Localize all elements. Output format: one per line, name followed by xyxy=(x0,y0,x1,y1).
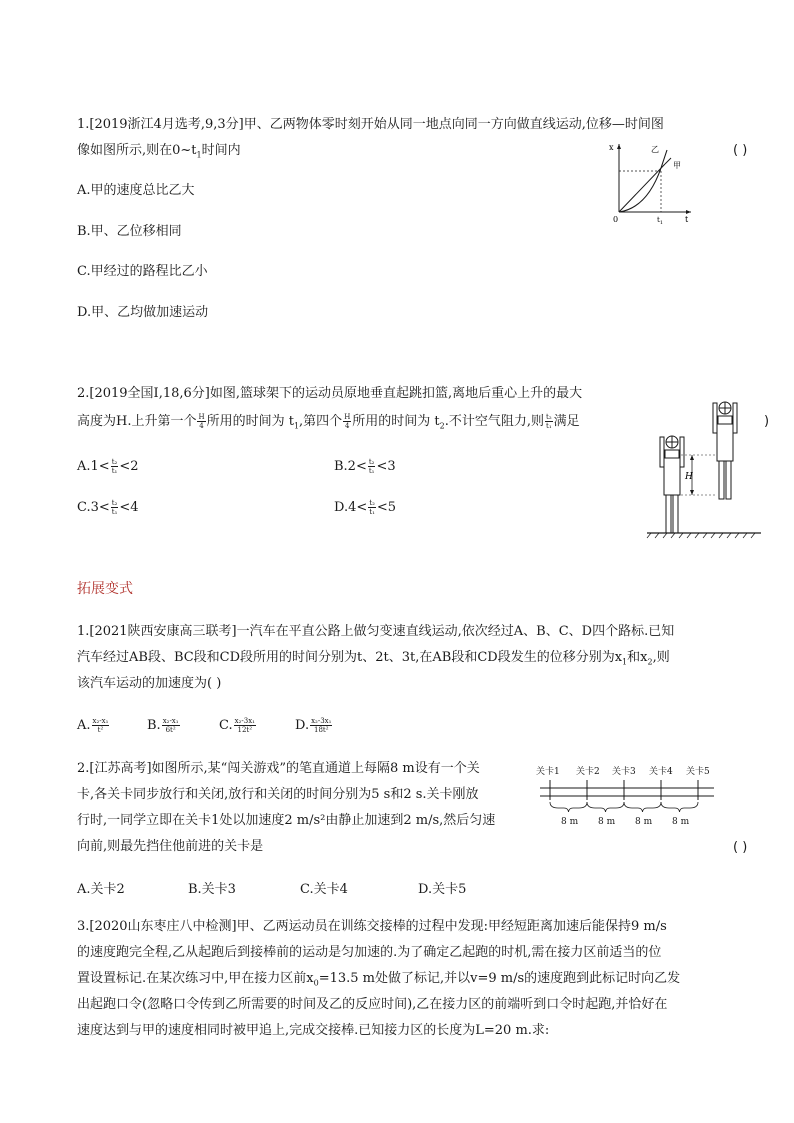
t-axis-label: t xyxy=(685,215,689,224)
origin-label: 0 xyxy=(613,215,619,224)
t1-tick-label: $t_1$ xyxy=(657,216,664,226)
q1-option-d: D.甲、乙均做加速运动 xyxy=(77,305,209,320)
e2-option-c: C.关卡4 xyxy=(300,882,348,897)
e3-stem-line1: 3.[2020山东枣庄八中检测]甲、乙两运动员在训练交接棒的过程中发现:甲经短距离加速后能保持9 m/s xyxy=(77,919,667,934)
e1-stem-line3: 该汽车运动的加速度为( ) xyxy=(77,676,222,691)
e2-stem-line2: 卡,各关卡同步放行和关闭,放行和关闭的时间分别为5 s和2 s.关卡刚放 xyxy=(77,787,479,802)
q1-position-time-graph xyxy=(605,138,695,228)
e1-option-d: D. $\frac{\text{x₂-3x₁}}{\text{18t²}}$ xyxy=(295,717,332,734)
q2-stem-line1: 2.[2019全国Ⅰ,18,6分]如图,篮球架下的运动员原地垂直起跳扣篮,离地后重心上升的最大 xyxy=(77,386,583,401)
e3-stem-line4: 出起跑口令(忽略口令传到乙所需要的时间及乙的反应时间),乙在接力区的前端听到口令时起跑,并恰好在 xyxy=(77,997,668,1012)
t-axis-arrow xyxy=(686,210,691,214)
gate-posts xyxy=(550,780,698,800)
x-axis-label: x xyxy=(609,143,614,152)
spacing-4: 8 m xyxy=(672,817,690,827)
q1-stem-line1: 1.[2019浙江4月选考,9,3分]甲、乙两物体零时刻开始从同一地点向同一方向做直线运动,位移—时间图 xyxy=(77,117,664,132)
e2-option-b: B.关卡3 xyxy=(188,882,236,897)
q2-option-b: B.2< $\frac{\text{t₂}}{\text{t₁}}$ <3 xyxy=(334,458,396,475)
e1-option-b: B. $\frac{\text{x₂-x₁}}{\text{6t²}}$ xyxy=(147,717,179,734)
q2-option-d: D.4< $\frac{\text{t₂}}{\text{t₁}}$ <5 xyxy=(334,499,397,516)
q2-option-a: A.1< $\frac{\text{t₂}}{\text{t₁}}$ <2 xyxy=(77,458,139,475)
gate-1-label: 关卡1 xyxy=(536,767,560,777)
spacing-1: 8 m xyxy=(561,817,579,827)
q1-option-a: A.甲的速度总比乙大 xyxy=(77,183,195,198)
jia-label: 甲 xyxy=(673,161,681,170)
gate-4-label: 关卡4 xyxy=(649,767,673,777)
q1-option-b: B.甲、乙位移相同 xyxy=(77,224,182,239)
gate-labels xyxy=(536,765,710,777)
e1-stem-line2: 汽车经过AB段、BC段和CD段所用的时间分别为t、2t、3t,在AB段和CD段发生的位移分别为$x_1$和$x_2$,则 xyxy=(77,650,670,667)
e2-gates-figure xyxy=(532,762,722,834)
height-label: H xyxy=(685,472,693,482)
e2-stem-line4: 向前,则最先挡住他前进的关卡是 xyxy=(77,839,264,854)
e2-option-a: A.关卡2 xyxy=(77,882,125,897)
e2-stem-line3: 行时,一同学立即在关卡1处以加速度2 m/s²由静止加速到2 m/s,然后匀速 xyxy=(77,813,496,828)
brace-2 xyxy=(587,802,624,812)
q1-option-c: C.甲经过的路程比乙小 xyxy=(77,264,208,279)
yi-curve xyxy=(619,150,667,212)
e2-stem-line1: 2.[江苏高考]如图所示,某“闯关游戏”的笔直通道上每隔8 m设有一个关 xyxy=(77,761,480,776)
x-axis-arrow xyxy=(617,144,621,149)
spacing-3: 8 m xyxy=(635,817,653,827)
q2-option-c: C.3< $\frac{\text{t₂}}{\text{t₁}}$ <4 xyxy=(77,499,139,516)
e3-stem-line3: 置设置标记.在某次练习中,甲在接力区前$x_0=13.5$ m处做了标记,并以v=9 m/s的速度跑到此标记时向乙发 xyxy=(77,971,681,988)
spacing-2: 8 m xyxy=(598,817,616,827)
standing-player xyxy=(660,436,684,533)
e3-stem-line5: 速度达到与甲的速度相同时被甲追上,完成交接棒.已知接力区的长度为L=20 m.求: xyxy=(77,1023,550,1038)
q1-answer-bracket: ( ) xyxy=(733,143,748,158)
spacing-labels xyxy=(561,817,690,827)
jumping-player xyxy=(713,402,737,499)
yi-label: 乙 xyxy=(651,145,659,154)
q2-basketball-figure xyxy=(645,395,765,545)
gate-3-label: 关卡3 xyxy=(612,767,636,777)
q2-stem-line2: 高度为H.上升第一个 $\frac{H}{4}$ 所用的时间为 $t_1$,第四个 $\frac{H}{4}$ 所用的时间为 $t_2$.不计空气阻力,则 $\frac{\text{t₂}}{\text{t₁}}$ 满足 xyxy=(77,413,580,431)
jia-line xyxy=(619,164,665,212)
brace-1 xyxy=(550,802,587,812)
e1-option-a: A. $\frac{\text{x₂-x₁}}{\text{t²}}$ xyxy=(77,717,109,734)
e1-stem-line1: 1.[2021陕西安康高三联考]一汽车在平直公路上做匀变速直线运动,依次经过A、B、C、D四个路标.已知 xyxy=(77,624,675,639)
e3-stem-line2: 的速度跑完全程,乙从起跑后到接棒前的运动是匀加速的.为了确定乙起跑的时机,需在接力区前适当的位 xyxy=(77,945,662,960)
brace-3 xyxy=(624,802,661,812)
e2-answer-bracket: ( ) xyxy=(733,840,748,855)
e2-option-d: D.关卡5 xyxy=(418,882,467,897)
q2-answer-bracket: ) xyxy=(764,414,770,429)
section-title: 拓展变式 xyxy=(77,581,133,597)
gate-2-label: 关卡2 xyxy=(576,767,600,777)
q1-stem-line2: 像如图所示,则在$0\sim t_1$时间内 xyxy=(77,143,241,160)
brace-4 xyxy=(661,802,698,812)
e1-option-c: C. $\frac{\text{x₂-3x₁}}{\text{12t²}}$ xyxy=(219,717,255,734)
gate-5-label: 关卡5 xyxy=(686,767,710,777)
ground-hatch xyxy=(647,533,755,538)
